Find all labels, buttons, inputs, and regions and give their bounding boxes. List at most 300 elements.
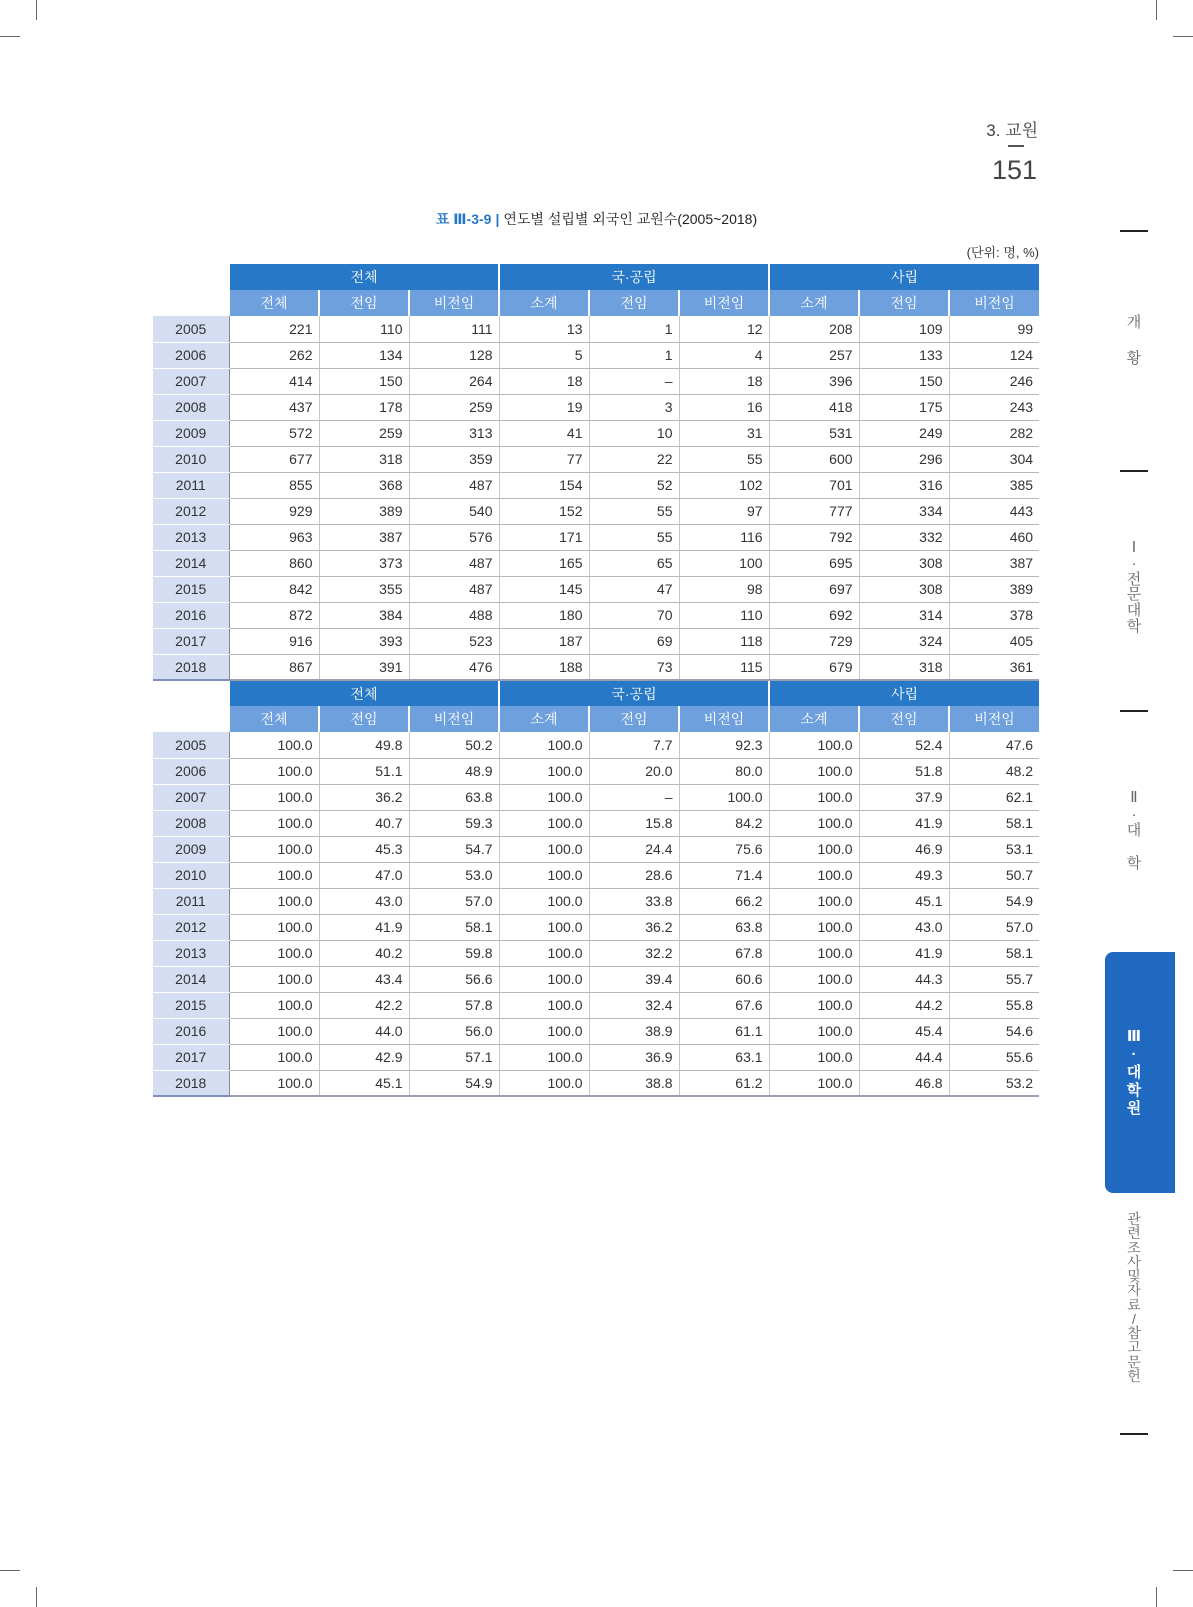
value-cell: 44.4 bbox=[859, 1044, 949, 1070]
value-cell: 41.9 bbox=[859, 940, 949, 966]
value-cell: 77 bbox=[499, 446, 589, 472]
value-cell: 318 bbox=[859, 654, 949, 680]
value-cell: 40.2 bbox=[319, 940, 409, 966]
value-cell: 405 bbox=[949, 628, 1039, 654]
value-cell: 150 bbox=[319, 368, 409, 394]
column-header: 비전임 bbox=[949, 290, 1039, 316]
value-cell: 36.9 bbox=[589, 1044, 679, 1070]
value-cell: 57.0 bbox=[409, 888, 499, 914]
value-cell: 60.6 bbox=[679, 966, 769, 992]
value-cell: 389 bbox=[319, 498, 409, 524]
value-cell: 243 bbox=[949, 394, 1039, 420]
value-cell: 540 bbox=[409, 498, 499, 524]
value-cell: 487 bbox=[409, 576, 499, 602]
year-cell: 2006 bbox=[153, 342, 229, 368]
value-cell: 45.4 bbox=[859, 1018, 949, 1044]
value-cell: 842 bbox=[229, 576, 319, 602]
value-cell: 54.9 bbox=[949, 888, 1039, 914]
value-cell: 165 bbox=[499, 550, 589, 576]
value-cell: 100.0 bbox=[499, 784, 589, 810]
table-row bbox=[153, 758, 1039, 784]
value-cell: 867 bbox=[229, 654, 319, 680]
crop-mark bbox=[1173, 1570, 1193, 1571]
value-cell: 487 bbox=[409, 550, 499, 576]
year-cell: 2012 bbox=[153, 498, 229, 524]
year-cell: 2010 bbox=[153, 446, 229, 472]
value-cell: 84.2 bbox=[679, 810, 769, 836]
tab-references[interactable]: 관 련 조 사 및 자 료 / 참 고 문 헌 bbox=[1127, 1211, 1141, 1384]
table-row bbox=[153, 654, 1039, 680]
table-code: 표 Ⅲ-3-9 bbox=[435, 211, 492, 227]
value-cell: 100.0 bbox=[499, 810, 589, 836]
column-header: 전체 bbox=[229, 706, 319, 732]
group-header: 전체 bbox=[229, 680, 499, 706]
value-cell: – bbox=[589, 368, 679, 394]
value-cell: 12 bbox=[679, 316, 769, 342]
value-cell: 100.0 bbox=[499, 914, 589, 940]
year-cell: 2018 bbox=[153, 654, 229, 680]
column-header: 비전임 bbox=[679, 290, 769, 316]
value-cell: 100.0 bbox=[769, 810, 859, 836]
value-cell: 929 bbox=[229, 498, 319, 524]
value-cell: 57.8 bbox=[409, 992, 499, 1018]
value-cell: 51.1 bbox=[319, 758, 409, 784]
value-cell: 32.4 bbox=[589, 992, 679, 1018]
value-cell: 59.8 bbox=[409, 940, 499, 966]
value-cell: 54.9 bbox=[409, 1070, 499, 1096]
value-cell: 100.0 bbox=[499, 1018, 589, 1044]
value-cell: 111 bbox=[409, 316, 499, 342]
value-cell: 99 bbox=[949, 316, 1039, 342]
column-header: 소계 bbox=[499, 706, 589, 732]
tab-overview[interactable]: 개 황 bbox=[1126, 314, 1142, 367]
value-cell: 38.8 bbox=[589, 1070, 679, 1096]
value-cell: 61.1 bbox=[679, 1018, 769, 1044]
value-cell: 109 bbox=[859, 316, 949, 342]
value-cell: 18 bbox=[499, 368, 589, 394]
value-cell: 33.8 bbox=[589, 888, 679, 914]
value-cell: 47 bbox=[589, 576, 679, 602]
group-header: 국·공립 bbox=[499, 264, 769, 290]
crop-mark bbox=[1173, 36, 1193, 37]
value-cell: 36.2 bbox=[319, 784, 409, 810]
value-cell: 42.2 bbox=[319, 992, 409, 1018]
value-cell: 19 bbox=[499, 394, 589, 420]
table-row bbox=[153, 498, 1039, 524]
tab-graduate-school[interactable]: Ⅲ · 대 학 원 bbox=[1126, 1028, 1142, 1117]
value-cell: 40.7 bbox=[319, 810, 409, 836]
value-cell: 100.0 bbox=[769, 992, 859, 1018]
year-cell: 2013 bbox=[153, 940, 229, 966]
column-header: 비전임 bbox=[409, 706, 499, 732]
value-cell: 98 bbox=[679, 576, 769, 602]
value-cell: 368 bbox=[319, 472, 409, 498]
column-header: 전임 bbox=[589, 290, 679, 316]
value-cell: 221 bbox=[229, 316, 319, 342]
value-cell: 1 bbox=[589, 342, 679, 368]
value-cell: 145 bbox=[499, 576, 589, 602]
value-cell: 58.1 bbox=[949, 940, 1039, 966]
value-cell: 56.6 bbox=[409, 966, 499, 992]
value-cell: 100.0 bbox=[679, 784, 769, 810]
value-cell: 389 bbox=[949, 576, 1039, 602]
tab-divider bbox=[1120, 710, 1148, 712]
table-row bbox=[153, 342, 1039, 368]
value-cell: 600 bbox=[769, 446, 859, 472]
tab-junior-college[interactable]: Ⅰ · 전 문 대 학 bbox=[1126, 539, 1142, 635]
blank-corner bbox=[153, 290, 229, 316]
value-cell: 100.0 bbox=[229, 888, 319, 914]
value-cell: 100.0 bbox=[229, 940, 319, 966]
table-row bbox=[153, 550, 1039, 576]
value-cell: 387 bbox=[949, 550, 1039, 576]
value-cell: – bbox=[589, 784, 679, 810]
blank-corner bbox=[153, 706, 229, 732]
value-cell: 57.1 bbox=[409, 1044, 499, 1070]
value-cell: 324 bbox=[859, 628, 949, 654]
value-cell: 18 bbox=[679, 368, 769, 394]
value-cell: 55.6 bbox=[949, 1044, 1039, 1070]
value-cell: 384 bbox=[319, 602, 409, 628]
value-cell: 100.0 bbox=[769, 1018, 859, 1044]
value-cell: 100.0 bbox=[769, 966, 859, 992]
value-cell: 695 bbox=[769, 550, 859, 576]
column-header: 소계 bbox=[769, 706, 859, 732]
value-cell: 63.1 bbox=[679, 1044, 769, 1070]
year-cell: 2007 bbox=[153, 784, 229, 810]
group-header: 전체 bbox=[229, 264, 499, 290]
value-cell: 51.8 bbox=[859, 758, 949, 784]
value-cell: 42.9 bbox=[319, 1044, 409, 1070]
value-cell: 63.8 bbox=[409, 784, 499, 810]
value-cell: 100.0 bbox=[769, 940, 859, 966]
table-row bbox=[153, 810, 1039, 836]
value-cell: 92.3 bbox=[679, 732, 769, 758]
value-cell: 378 bbox=[949, 602, 1039, 628]
value-cell: 61.2 bbox=[679, 1070, 769, 1096]
table-row bbox=[153, 368, 1039, 394]
table-row bbox=[153, 914, 1039, 940]
data-table bbox=[153, 264, 1039, 1097]
value-cell: 32.2 bbox=[589, 940, 679, 966]
value-cell: 359 bbox=[409, 446, 499, 472]
value-cell: 259 bbox=[319, 420, 409, 446]
value-cell: 54.7 bbox=[409, 836, 499, 862]
value-cell: 100.0 bbox=[229, 1070, 319, 1096]
value-cell: 116 bbox=[679, 524, 769, 550]
table-row bbox=[153, 1070, 1039, 1096]
value-cell: 45.1 bbox=[859, 888, 949, 914]
value-cell: 154 bbox=[499, 472, 589, 498]
value-cell: 41.9 bbox=[319, 914, 409, 940]
percents-subheader-row bbox=[153, 706, 1039, 732]
value-cell: 100.0 bbox=[769, 914, 859, 940]
value-cell: 180 bbox=[499, 602, 589, 628]
value-cell: 58.1 bbox=[949, 810, 1039, 836]
value-cell: 124 bbox=[949, 342, 1039, 368]
value-cell: 44.3 bbox=[859, 966, 949, 992]
value-cell: 100.0 bbox=[229, 1018, 319, 1044]
value-cell: 46.8 bbox=[859, 1070, 949, 1096]
value-cell: 531 bbox=[769, 420, 859, 446]
crop-mark bbox=[0, 1570, 20, 1571]
table-row bbox=[153, 888, 1039, 914]
value-cell: 308 bbox=[859, 576, 949, 602]
year-cell: 2005 bbox=[153, 316, 229, 342]
tab-university[interactable]: Ⅱ · 대 학 bbox=[1126, 789, 1142, 872]
value-cell: 80.0 bbox=[679, 758, 769, 784]
value-cell: 16 bbox=[679, 394, 769, 420]
value-cell: 572 bbox=[229, 420, 319, 446]
table-caption bbox=[0, 209, 1193, 229]
table-row bbox=[153, 836, 1039, 862]
value-cell: 262 bbox=[229, 342, 319, 368]
value-cell: 332 bbox=[859, 524, 949, 550]
value-cell: 414 bbox=[229, 368, 319, 394]
value-cell: 318 bbox=[319, 446, 409, 472]
value-cell: 443 bbox=[949, 498, 1039, 524]
column-header: 비전임 bbox=[949, 706, 1039, 732]
value-cell: 316 bbox=[859, 472, 949, 498]
value-cell: 313 bbox=[409, 420, 499, 446]
value-cell: 22 bbox=[589, 446, 679, 472]
value-cell: 175 bbox=[859, 394, 949, 420]
value-cell: 7.7 bbox=[589, 732, 679, 758]
table-row bbox=[153, 628, 1039, 654]
group-header: 국·공립 bbox=[499, 680, 769, 706]
year-cell: 2014 bbox=[153, 966, 229, 992]
value-cell: 187 bbox=[499, 628, 589, 654]
year-cell: 2017 bbox=[153, 1044, 229, 1070]
value-cell: 308 bbox=[859, 550, 949, 576]
value-cell: 24.4 bbox=[589, 836, 679, 862]
table-row bbox=[153, 524, 1039, 550]
value-cell: 100.0 bbox=[499, 992, 589, 1018]
value-cell: 100.0 bbox=[229, 1044, 319, 1070]
value-cell: 67.8 bbox=[679, 940, 769, 966]
caption-separator: | bbox=[495, 211, 500, 227]
blank-corner bbox=[153, 264, 229, 290]
value-cell: 65 bbox=[589, 550, 679, 576]
value-cell: 188 bbox=[499, 654, 589, 680]
value-cell: 385 bbox=[949, 472, 1039, 498]
blank-corner bbox=[153, 680, 229, 706]
value-cell: 476 bbox=[409, 654, 499, 680]
value-cell: 133 bbox=[859, 342, 949, 368]
value-cell: 50.2 bbox=[409, 732, 499, 758]
value-cell: 178 bbox=[319, 394, 409, 420]
column-header: 소계 bbox=[769, 290, 859, 316]
table-title: 연도별 설립별 외국인 교원수(2005~2018) bbox=[503, 211, 758, 227]
value-cell: 45.3 bbox=[319, 836, 409, 862]
value-cell: 100.0 bbox=[499, 888, 589, 914]
value-cell: 246 bbox=[949, 368, 1039, 394]
value-cell: 100.0 bbox=[499, 1044, 589, 1070]
tab-divider bbox=[1120, 230, 1148, 232]
value-cell: 52.4 bbox=[859, 732, 949, 758]
value-cell: 523 bbox=[409, 628, 499, 654]
value-cell: 100.0 bbox=[229, 862, 319, 888]
value-cell: 100.0 bbox=[229, 784, 319, 810]
counts-group-header-row bbox=[153, 264, 1039, 290]
value-cell: 53.1 bbox=[949, 836, 1039, 862]
year-cell: 2015 bbox=[153, 992, 229, 1018]
value-cell: 43.0 bbox=[859, 914, 949, 940]
value-cell: 97 bbox=[679, 498, 769, 524]
column-header: 전임 bbox=[319, 290, 409, 316]
value-cell: 171 bbox=[499, 524, 589, 550]
table-row bbox=[153, 602, 1039, 628]
value-cell: 100.0 bbox=[499, 836, 589, 862]
table-row bbox=[153, 1044, 1039, 1070]
value-cell: 100.0 bbox=[769, 862, 859, 888]
value-cell: 58.1 bbox=[409, 914, 499, 940]
tab-divider bbox=[1120, 470, 1148, 472]
table-row bbox=[153, 862, 1039, 888]
value-cell: 860 bbox=[229, 550, 319, 576]
value-cell: 66.2 bbox=[679, 888, 769, 914]
value-cell: 259 bbox=[409, 394, 499, 420]
value-cell: 777 bbox=[769, 498, 859, 524]
value-cell: 50.7 bbox=[949, 862, 1039, 888]
value-cell: 128 bbox=[409, 342, 499, 368]
table-row bbox=[153, 992, 1039, 1018]
year-cell: 2016 bbox=[153, 602, 229, 628]
value-cell: 296 bbox=[859, 446, 949, 472]
value-cell: 45.1 bbox=[319, 1070, 409, 1096]
crop-mark bbox=[36, 1587, 37, 1607]
table-row bbox=[153, 316, 1039, 342]
table-row bbox=[153, 940, 1039, 966]
value-cell: 53.2 bbox=[949, 1070, 1039, 1096]
value-cell: 100.0 bbox=[769, 758, 859, 784]
value-cell: 152 bbox=[499, 498, 589, 524]
table-row bbox=[153, 576, 1039, 602]
group-header: 사립 bbox=[769, 264, 1039, 290]
table-row bbox=[153, 446, 1039, 472]
value-cell: 393 bbox=[319, 628, 409, 654]
value-cell: 41.9 bbox=[859, 810, 949, 836]
value-cell: 100.0 bbox=[769, 784, 859, 810]
value-cell: 54.6 bbox=[949, 1018, 1039, 1044]
value-cell: 418 bbox=[769, 394, 859, 420]
table-row bbox=[153, 394, 1039, 420]
value-cell: 46.9 bbox=[859, 836, 949, 862]
value-cell: 110 bbox=[319, 316, 409, 342]
value-cell: 792 bbox=[769, 524, 859, 550]
table-row bbox=[153, 732, 1039, 758]
value-cell: 118 bbox=[679, 628, 769, 654]
value-cell: 47.0 bbox=[319, 862, 409, 888]
column-header: 전임 bbox=[859, 706, 949, 732]
value-cell: 55 bbox=[679, 446, 769, 472]
value-cell: 334 bbox=[859, 498, 949, 524]
table-row bbox=[153, 966, 1039, 992]
value-cell: 257 bbox=[769, 342, 859, 368]
value-cell: 28.6 bbox=[589, 862, 679, 888]
value-cell: 100.0 bbox=[229, 914, 319, 940]
crop-mark bbox=[1156, 1587, 1157, 1607]
value-cell: 67.6 bbox=[679, 992, 769, 1018]
table-row bbox=[153, 420, 1039, 446]
value-cell: 13 bbox=[499, 316, 589, 342]
value-cell: 39.4 bbox=[589, 966, 679, 992]
year-cell: 2005 bbox=[153, 732, 229, 758]
value-cell: 100.0 bbox=[499, 940, 589, 966]
year-cell: 2011 bbox=[153, 888, 229, 914]
value-cell: 38.9 bbox=[589, 1018, 679, 1044]
value-cell: 677 bbox=[229, 446, 319, 472]
value-cell: 208 bbox=[769, 316, 859, 342]
value-cell: 100.0 bbox=[229, 810, 319, 836]
value-cell: 361 bbox=[949, 654, 1039, 680]
value-cell: 62.1 bbox=[949, 784, 1039, 810]
value-cell: 314 bbox=[859, 602, 949, 628]
value-cell: 41 bbox=[499, 420, 589, 446]
value-cell: 44.2 bbox=[859, 992, 949, 1018]
value-cell: 916 bbox=[229, 628, 319, 654]
value-cell: 576 bbox=[409, 524, 499, 550]
value-cell: 49.3 bbox=[859, 862, 949, 888]
year-cell: 2014 bbox=[153, 550, 229, 576]
value-cell: 110 bbox=[679, 602, 769, 628]
value-cell: 701 bbox=[769, 472, 859, 498]
value-cell: 20.0 bbox=[589, 758, 679, 784]
table-row bbox=[153, 472, 1039, 498]
value-cell: 48.9 bbox=[409, 758, 499, 784]
value-cell: 10 bbox=[589, 420, 679, 446]
value-cell: 100.0 bbox=[499, 758, 589, 784]
value-cell: 150 bbox=[859, 368, 949, 394]
value-cell: 100.0 bbox=[769, 1070, 859, 1096]
column-header: 전임 bbox=[589, 706, 679, 732]
value-cell: 100.0 bbox=[229, 966, 319, 992]
year-cell: 2016 bbox=[153, 1018, 229, 1044]
value-cell: 100.0 bbox=[769, 732, 859, 758]
year-cell: 2010 bbox=[153, 862, 229, 888]
value-cell: 100 bbox=[679, 550, 769, 576]
value-cell: 697 bbox=[769, 576, 859, 602]
year-cell: 2008 bbox=[153, 810, 229, 836]
year-cell: 2009 bbox=[153, 420, 229, 446]
section-title: 3. 교원 bbox=[986, 121, 1038, 140]
value-cell: 100.0 bbox=[499, 732, 589, 758]
table-row bbox=[153, 784, 1039, 810]
value-cell: 488 bbox=[409, 602, 499, 628]
value-cell: 49.8 bbox=[319, 732, 409, 758]
percents-group-header-row bbox=[153, 680, 1039, 706]
value-cell: 100.0 bbox=[499, 1070, 589, 1096]
value-cell: 75.6 bbox=[679, 836, 769, 862]
value-cell: 100.0 bbox=[229, 758, 319, 784]
value-cell: 282 bbox=[949, 420, 1039, 446]
value-cell: 100.0 bbox=[499, 862, 589, 888]
value-cell: 355 bbox=[319, 576, 409, 602]
value-cell: 73 bbox=[589, 654, 679, 680]
value-cell: 59.3 bbox=[409, 810, 499, 836]
year-cell: 2006 bbox=[153, 758, 229, 784]
value-cell: 460 bbox=[949, 524, 1039, 550]
crop-mark bbox=[36, 0, 37, 20]
year-cell: 2007 bbox=[153, 368, 229, 394]
value-cell: 679 bbox=[769, 654, 859, 680]
value-cell: 55 bbox=[589, 524, 679, 550]
value-cell: 134 bbox=[319, 342, 409, 368]
value-cell: 37.9 bbox=[859, 784, 949, 810]
value-cell: 55.8 bbox=[949, 992, 1039, 1018]
value-cell: 692 bbox=[769, 602, 859, 628]
year-cell: 2018 bbox=[153, 1070, 229, 1096]
